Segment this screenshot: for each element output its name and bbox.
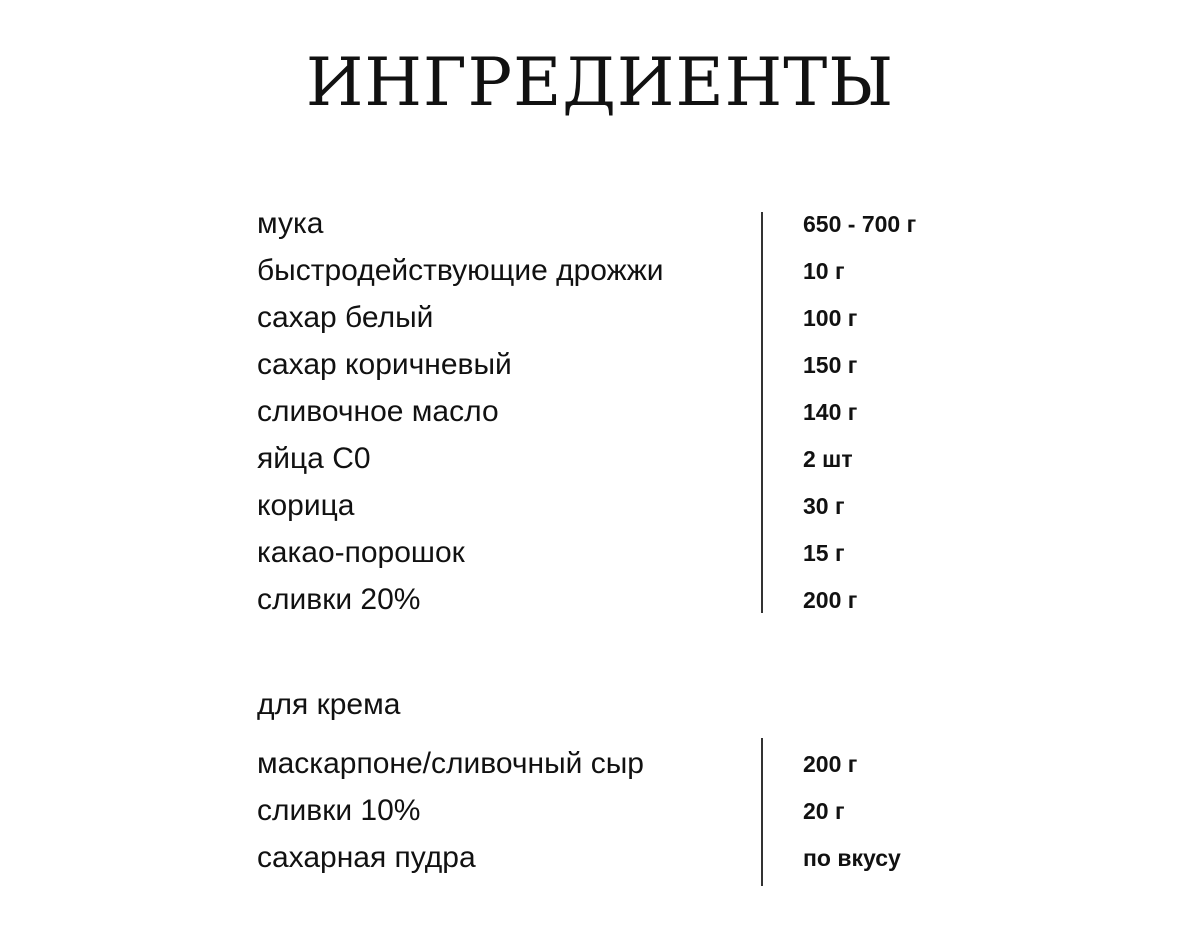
ingredient-amount: 15 г <box>803 540 845 566</box>
ingredient-name: сахарная пудра <box>257 841 476 874</box>
ingredient-row <box>257 834 977 881</box>
ingredient-amount: по вкусу <box>803 845 901 871</box>
cream-ingredients-list <box>257 740 977 881</box>
ingredient-row <box>257 247 977 294</box>
ingredient-row <box>257 787 977 834</box>
ingredient-name: сахар коричневый <box>257 348 512 381</box>
page-title: ИНГРЕДИЕНТЫ <box>305 44 895 121</box>
ingredient-row <box>257 529 977 576</box>
ingredient-row <box>257 576 977 623</box>
ingredient-amount: 650 - 700 г <box>803 211 917 237</box>
ingredient-amount: 200 г <box>803 587 858 613</box>
ingredient-row <box>257 294 977 341</box>
ingredient-row <box>257 388 977 435</box>
ingredient-row <box>257 740 977 787</box>
ingredient-amount: 100 г <box>803 305 858 331</box>
ingredient-amount: 200 г <box>803 751 858 777</box>
ingredient-amount: 150 г <box>803 352 858 378</box>
ingredient-name: быстродействующие дрожжи <box>257 254 664 287</box>
ingredient-amount: 140 г <box>803 399 858 425</box>
ingredient-amount: 2 шт <box>803 446 853 472</box>
ingredient-row <box>257 341 977 388</box>
ingredient-amount: 10 г <box>803 258 845 284</box>
ingredient-amount: 20 г <box>803 798 845 824</box>
cream-section-heading: для крема <box>257 688 401 721</box>
ingredient-name: сливки 10% <box>257 794 421 827</box>
ingredient-name: какао-порошок <box>257 536 465 569</box>
ingredient-name: яйца С0 <box>257 442 371 475</box>
ingredient-name: сахар белый <box>257 301 434 334</box>
ingredient-name: сливки 20% <box>257 583 421 616</box>
ingredient-amount: 30 г <box>803 493 845 519</box>
ingredient-row <box>257 200 977 247</box>
ingredient-name: корица <box>257 489 355 522</box>
ingredient-name: маскарпоне/сливочный сыр <box>257 747 644 780</box>
main-ingredients-list <box>257 200 977 623</box>
ingredient-name: сливочное масло <box>257 395 499 428</box>
ingredient-row <box>257 482 977 529</box>
ingredient-row <box>257 435 977 482</box>
ingredient-name: мука <box>257 207 324 240</box>
